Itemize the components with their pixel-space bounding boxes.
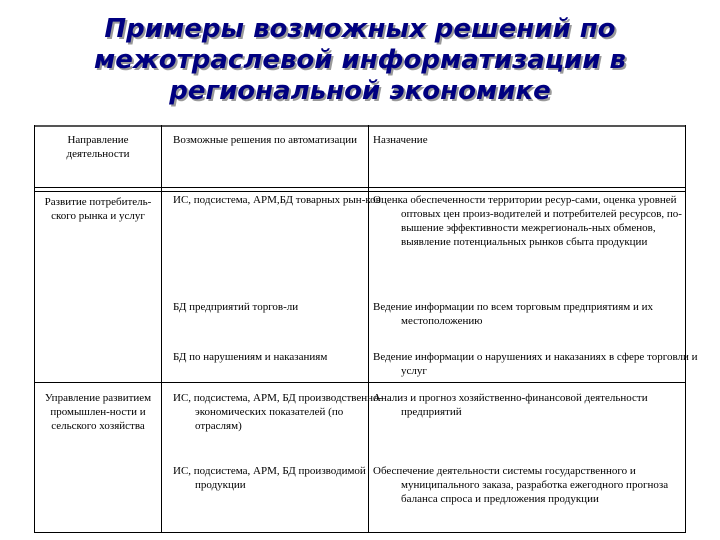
header-direction: Направление деятельности (66, 134, 130, 160)
page-title (0, 14, 720, 107)
title-line-3: региональной экономике (169, 76, 551, 106)
table-cell-purpose: Оценка обеспеченности территории ресур-сами, оценка уровней оптовых цен произ-водителей и потребителей ресурсов, по-вышение эффективности межрегиональ-ных обменов, выявление потенциальных рынков сбыта продукции (373, 194, 682, 248)
row-divider (35, 191, 685, 192)
table-cell-solution: ИС, подсистема, АРМ, БД производимой продукции (173, 465, 366, 491)
table-cell-purpose: Анализ и прогноз хозяйственно-финансовой деятельности предприятий (373, 392, 648, 418)
header-solutions: Возможные решения по автоматизации (173, 134, 357, 146)
title-line-2: межотраслевой информатизации в (94, 45, 626, 75)
column-divider (161, 125, 162, 532)
row-divider (35, 382, 685, 383)
table-cell-purpose: Обеспечение деятельности системы государственного и муниципального заказа, разработка ежегодного прогноза баланса спроса и предложения продукции (373, 465, 669, 505)
table-cell-solution: ИС, подсистема, АРМ,БД товарных рын-ков (173, 194, 381, 206)
table-cell-purpose: Ведение информации по всем торговым предприятиям и их местоположению (373, 301, 653, 327)
group-direction-consumer-market: Развитие потребитель-ского рынка и услуг (44, 196, 152, 222)
row-divider (35, 187, 685, 188)
table-cell-solution: ИС, подсистема, АРМ, БД производственно-экономических показателей (по отраслям) (173, 392, 383, 432)
group-direction-industry: Управление развитием промышлен-ности и сельского хозяйства (44, 392, 152, 432)
table-cell-solution: БД по нарушениям и наказаниям (173, 351, 328, 363)
title-line-1: Примеры возможных решений по (104, 14, 616, 44)
table-cell-purpose: Ведение информации о нарушениях и наказаниях в сфере торговли и услуг (373, 351, 698, 377)
solutions-table (34, 125, 698, 533)
header-purpose: Назначение (373, 134, 428, 146)
table-cell-solution: БД предприятий торгов-ли (173, 301, 299, 313)
